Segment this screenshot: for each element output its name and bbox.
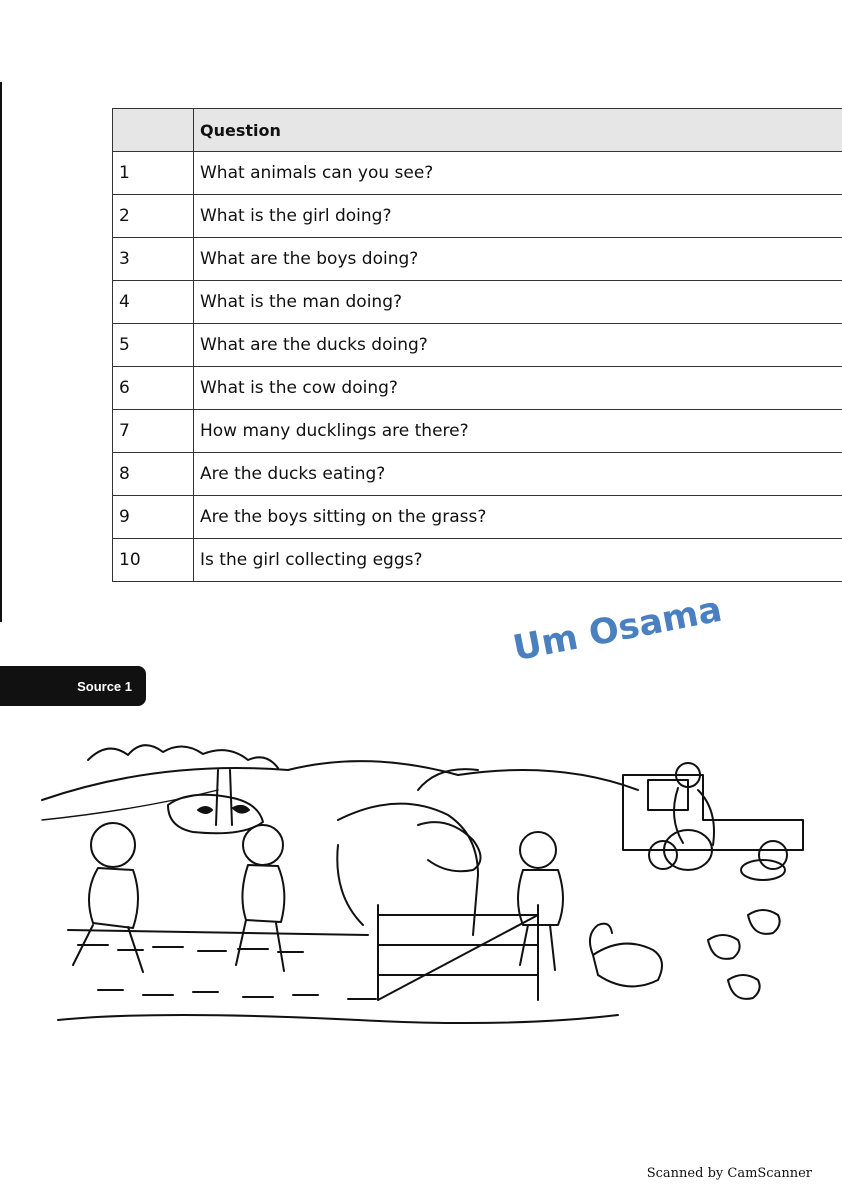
table-row xyxy=(113,238,842,281)
row-number: 2 xyxy=(113,195,194,238)
row-number: 9 xyxy=(113,496,194,539)
tree-foliage xyxy=(88,745,278,768)
table-header-row xyxy=(113,109,842,152)
table-row xyxy=(113,281,842,324)
row-number: 7 xyxy=(113,410,194,453)
row-number: 5 xyxy=(113,324,194,367)
source-tab xyxy=(0,666,146,706)
row-number: 3 xyxy=(113,238,194,281)
girl-body xyxy=(518,870,563,970)
row-question: How many ducklings are there? xyxy=(194,410,842,453)
source-tab-label: Source 1 xyxy=(77,678,132,694)
duckling xyxy=(728,975,760,999)
stone-wall xyxy=(68,930,368,952)
row-question: Is the girl collecting eggs? xyxy=(194,539,842,582)
row-number: 1 xyxy=(113,152,194,195)
row-question: What are the ducks doing? xyxy=(194,324,842,367)
row-question: Are the ducks eating? xyxy=(194,453,842,496)
table-row xyxy=(113,410,842,453)
hills xyxy=(42,761,638,800)
man-body xyxy=(674,788,714,845)
horse xyxy=(337,769,478,935)
duckling xyxy=(708,935,740,959)
ground-stones xyxy=(58,990,618,1023)
header-question-cell: Question xyxy=(194,109,842,152)
gate xyxy=(378,905,538,1000)
table-row xyxy=(113,324,842,367)
boy-two-body xyxy=(236,865,284,971)
table-row xyxy=(113,152,842,195)
um-osama-watermark: Um Osama xyxy=(510,589,726,670)
questions-table xyxy=(112,108,842,582)
boy-one-head xyxy=(91,823,135,867)
row-number: 8 xyxy=(113,453,194,496)
table-row xyxy=(113,367,842,410)
scan-credit: Scanned by CamScanner xyxy=(646,1166,812,1181)
row-question: What animals can you see? xyxy=(194,152,842,195)
duckling xyxy=(748,910,780,934)
row-question: Are the boys sitting on the grass? xyxy=(194,496,842,539)
coiled-hose xyxy=(741,860,785,880)
table-row xyxy=(113,496,842,539)
farm-scene-illustration xyxy=(38,730,810,1030)
girl-head xyxy=(520,832,556,868)
table-row xyxy=(113,453,842,496)
row-question: What is the girl doing? xyxy=(194,195,842,238)
boy-two-head xyxy=(243,825,283,865)
row-number: 10 xyxy=(113,539,194,582)
row-question: What are the boys doing? xyxy=(194,238,842,281)
row-question: What is the cow doing? xyxy=(194,367,842,410)
header-number-cell xyxy=(113,109,194,152)
row-number: 6 xyxy=(113,367,194,410)
boy-one-body xyxy=(73,868,143,972)
left-margin-rule xyxy=(0,82,2,622)
row-question: What is the man doing? xyxy=(194,281,842,324)
duck xyxy=(590,924,662,987)
table-row xyxy=(113,539,842,582)
table-row xyxy=(113,195,842,238)
row-number: 4 xyxy=(113,281,194,324)
